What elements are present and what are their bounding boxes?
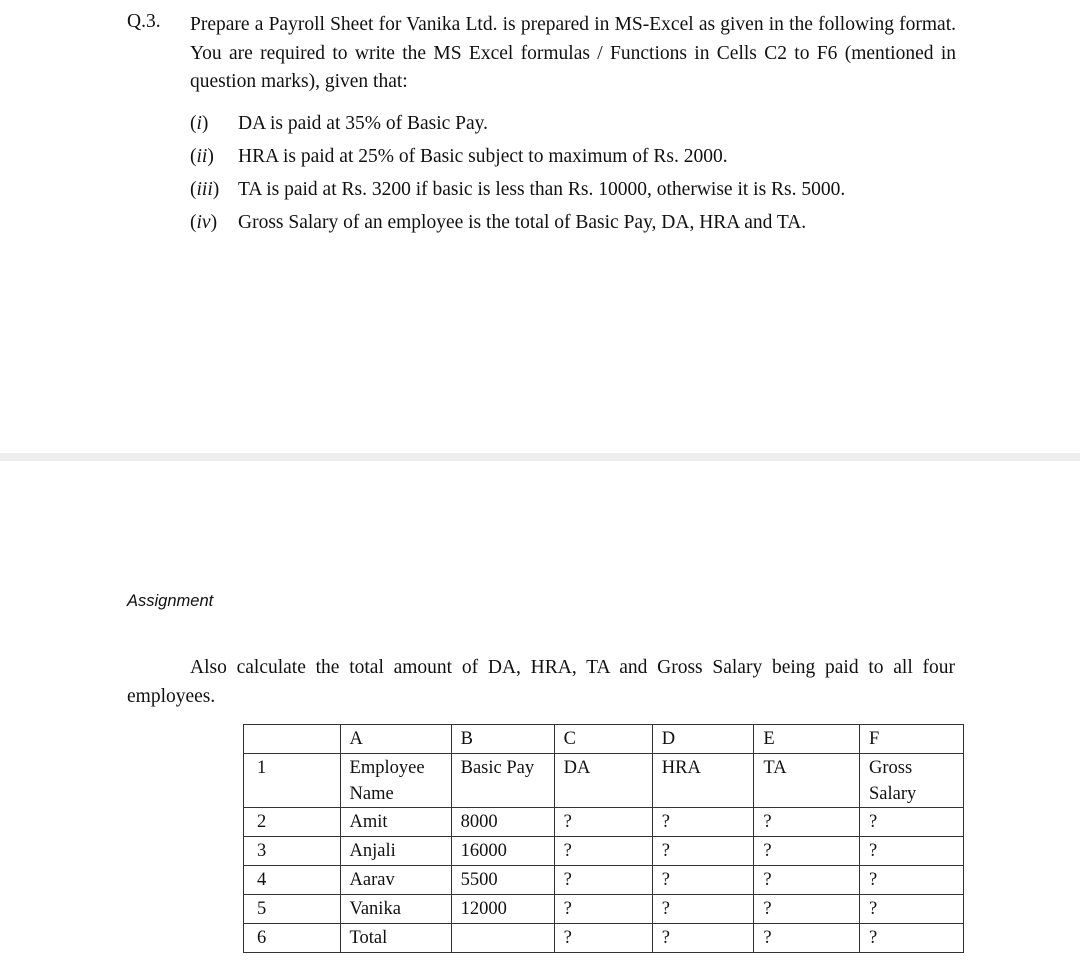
- gross-salary-cell: ?: [859, 866, 963, 895]
- header-row: [244, 754, 964, 808]
- basic-pay-cell: 12000: [451, 895, 554, 924]
- header-gross-salary: Gross Salary: [859, 754, 963, 808]
- condition-iii: [190, 179, 845, 201]
- row-number: 2: [244, 808, 341, 837]
- question-number: Q.3.: [127, 11, 161, 32]
- header-da: DA: [554, 754, 652, 808]
- hra-cell: ?: [652, 866, 754, 895]
- da-cell: ?: [554, 895, 652, 924]
- assignment-label: Assignment: [127, 592, 214, 610]
- page-separator: [0, 453, 1080, 461]
- hra-cell: ?: [652, 808, 754, 837]
- header-ta: TA: [754, 754, 860, 808]
- gross-salary-cell: ?: [859, 808, 963, 837]
- also-calculate-text: Also calculate the total amount of DA, HRA, TA and Gross Salary being paid to all four employees.: [127, 657, 955, 707]
- header-basic-pay: Basic Pay: [451, 754, 554, 808]
- da-cell: ?: [554, 808, 652, 837]
- ta-cell: ?: [754, 866, 860, 895]
- employee-name-cell: Anjali: [340, 837, 451, 866]
- basic-pay-cell: 8000: [451, 808, 554, 837]
- row-number: 4: [244, 866, 341, 895]
- da-cell: ?: [554, 866, 652, 895]
- ta-total-cell: ?: [754, 924, 860, 953]
- condition-text: TA is paid at Rs. 3200 if basic is less than Rs. 10000, otherwise it is Rs. 5000.: [238, 179, 846, 200]
- employee-name-cell: Vanika: [340, 895, 451, 924]
- question-text: Prepare a Payroll Sheet for Vanika Ltd. is prepared in MS-Excel as given in the following format. You are required to write the MS Excel formulas / Functions in Cells C2 to F6 (mentioned in question marks), given that:: [190, 14, 956, 92]
- total-label-cell: Total: [340, 924, 451, 953]
- employee-name-cell: Aarav: [340, 866, 451, 895]
- condition-ii: [190, 146, 728, 168]
- condition-number: (iv): [190, 212, 218, 233]
- payroll-table: [243, 724, 964, 953]
- table-row: [244, 837, 964, 866]
- column-letter-b: B: [451, 725, 554, 754]
- condition-number: (i): [190, 113, 209, 134]
- header-hra: HRA: [652, 754, 754, 808]
- header-employee-name: Employee Name: [340, 754, 451, 808]
- ta-cell: ?: [754, 895, 860, 924]
- row-number: 1: [244, 754, 341, 808]
- row-number: 5: [244, 895, 341, 924]
- employee-name-cell: Amit: [340, 808, 451, 837]
- column-letter-c: C: [554, 725, 652, 754]
- column-letter-f: F: [859, 725, 963, 754]
- condition-number: (iii): [190, 179, 220, 200]
- condition-number: (ii): [190, 146, 214, 167]
- column-letter-a: A: [340, 725, 451, 754]
- gross-salary-cell: ?: [859, 837, 963, 866]
- basic-pay-cell: 5500: [451, 866, 554, 895]
- basic-pay-cell: 16000: [451, 837, 554, 866]
- corner-cell: [244, 725, 341, 754]
- condition-text: HRA is paid at 25% of Basic subject to maximum of Rs. 2000.: [238, 146, 728, 167]
- table-row: [244, 895, 964, 924]
- column-letter-e: E: [754, 725, 860, 754]
- total-row: [244, 924, 964, 953]
- da-total-cell: ?: [554, 924, 652, 953]
- table-row: [244, 808, 964, 837]
- row-number: 3: [244, 837, 341, 866]
- condition-i: [190, 113, 488, 135]
- condition-text: DA is paid at 35% of Basic Pay.: [238, 113, 489, 134]
- da-cell: ?: [554, 837, 652, 866]
- gross-total-cell: ?: [859, 924, 963, 953]
- row-number: 6: [244, 924, 341, 953]
- condition-text: Gross Salary of an employee is the total of Basic Pay, DA, HRA and TA.: [238, 212, 807, 233]
- hra-cell: ?: [652, 837, 754, 866]
- column-letter-d: D: [652, 725, 754, 754]
- basic-pay-cell: [451, 924, 554, 953]
- condition-iv: [190, 212, 806, 234]
- table-row: [244, 866, 964, 895]
- column-letter-row: [244, 725, 964, 754]
- gross-salary-cell: ?: [859, 895, 963, 924]
- ta-cell: ?: [754, 837, 860, 866]
- hra-total-cell: ?: [652, 924, 754, 953]
- ta-cell: ?: [754, 808, 860, 837]
- hra-cell: ?: [652, 895, 754, 924]
